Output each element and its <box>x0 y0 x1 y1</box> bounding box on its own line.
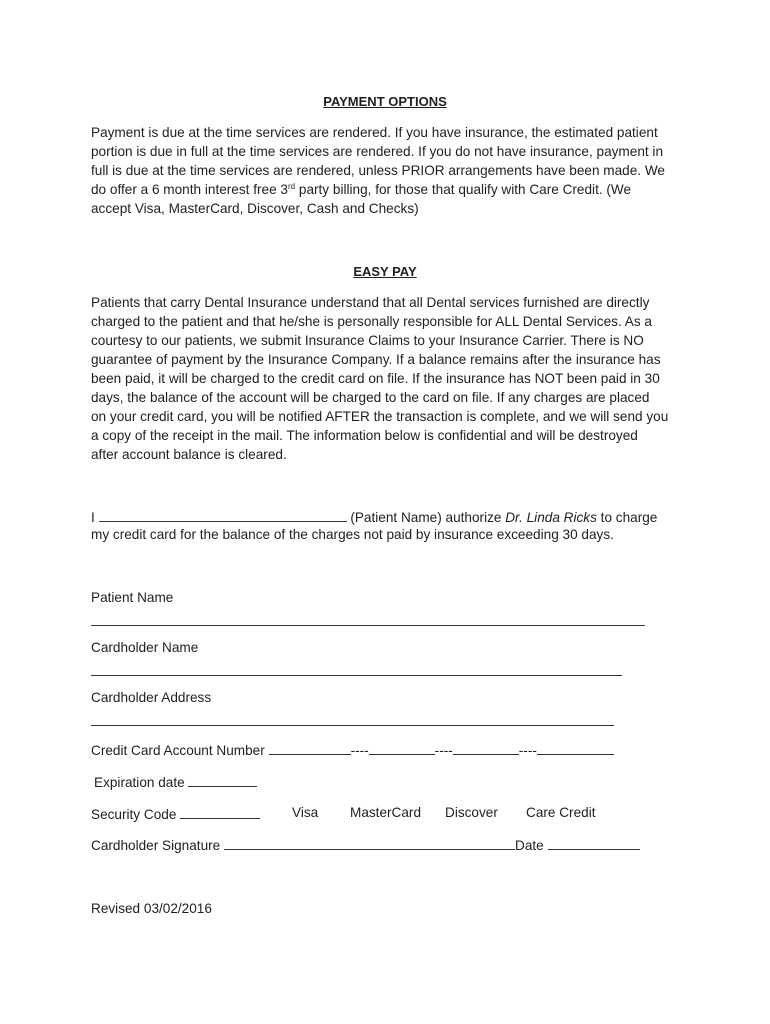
authorization-line-2: my credit card for the balance of the charges not paid by insurance exceeding 30 days. <box>91 527 614 542</box>
card-type-visa[interactable]: Visa <box>292 805 319 820</box>
paragraph-line: charged to the patient and that he/she is personally responsible for ALL Dental Services. As a <box>91 314 652 329</box>
paragraph-line: portion is due in full at the time services are rendered. If you do not have insurance, payment in <box>91 144 664 159</box>
auth-suffix: to charge <box>596 510 658 525</box>
signature-label: Cardholder Signature <box>91 838 221 853</box>
paragraph-line: on your credit card, you will be notified AFTER the transaction is complete, and we will send you <box>91 409 669 424</box>
paragraph-line: after account balance is cleared. <box>91 447 287 462</box>
security-code-row <box>91 805 260 822</box>
paragraph-line: guarantee of payment by the Insurance Company. If a balance remains after the insurance has <box>91 352 661 367</box>
line-text: party billing, for those that qualify with Care Credit. (We <box>295 182 632 197</box>
paragraph-line <box>91 180 691 199</box>
payment-options-heading: PAYMENT OPTIONS <box>323 94 447 109</box>
signature-row <box>91 836 640 853</box>
cc-separator: ---- <box>434 743 453 758</box>
date-label: Date <box>515 838 544 853</box>
cc-number-field-1[interactable] <box>269 741 351 755</box>
expiration-field[interactable] <box>188 773 257 787</box>
paragraph-line: accept Visa, MasterCard, Discover, Cash and Checks) <box>91 201 419 216</box>
cardholder-name-label: Cardholder Name <box>91 640 199 655</box>
security-code-label: Security Code <box>91 807 177 822</box>
signature-field[interactable] <box>224 836 515 850</box>
auth-middle: (Patient Name) authorize <box>346 510 506 525</box>
payment-options-paragraph <box>91 123 691 218</box>
paragraph-line: Patients that carry Dental Insurance understand that all Dental services furnished are directly <box>91 295 650 310</box>
cc-number-label: Credit Card Account Number <box>91 743 265 758</box>
auth-prefix: I <box>91 510 99 525</box>
cc-separator: ---- <box>350 743 369 758</box>
patient-name-label: Patient Name <box>91 590 174 605</box>
paragraph-line: Payment is due at the time services are rendered. If you have insurance, the estimated patient <box>91 125 658 140</box>
paragraph-line: days, the balance of the account will be charged to the card on file. If any charges are placed <box>91 390 650 405</box>
expiration-label: Expiration date <box>94 775 185 790</box>
paragraph-line: a copy of the receipt in the mail. The information below is confidential and will be destroyed <box>91 428 638 443</box>
paragraph-line: been paid, it will be charged to the credit card on file. If the insurance has NOT been paid in 30 <box>91 371 660 386</box>
card-type-mastercard[interactable]: MasterCard <box>350 805 422 820</box>
authorization-line <box>91 508 657 525</box>
cc-separator: ---- <box>518 743 537 758</box>
cardholder-address-field[interactable] <box>91 724 614 726</box>
cc-number-field-4[interactable] <box>537 741 614 755</box>
expiration-row <box>94 773 257 790</box>
patient-name-field[interactable] <box>91 624 645 626</box>
paragraph-line: full is due at the time services are rendered, unless PRIOR arrangements have been made. We <box>91 163 665 178</box>
easy-pay-heading: EASY PAY <box>353 264 417 279</box>
easy-pay-paragraph <box>91 293 691 464</box>
cc-number-field-2[interactable] <box>369 741 435 755</box>
cardholder-address-label: Cardholder Address <box>91 690 212 705</box>
ordinal-suffix: rd <box>287 182 296 191</box>
security-code-field[interactable] <box>180 805 260 819</box>
card-type-care-credit[interactable]: Care Credit <box>526 805 596 820</box>
date-field[interactable] <box>548 836 640 850</box>
doctor-name: Dr. Linda Ricks <box>505 510 597 525</box>
paragraph-line: courtesy to our patients, we submit Insurance Claims to your Insurance Carrier. There is NO <box>91 333 644 348</box>
patient-name-authorize-field[interactable] <box>99 508 347 522</box>
revised-date: Revised 03/02/2016 <box>91 901 212 916</box>
cc-number-field-3[interactable] <box>453 741 519 755</box>
cardholder-name-field[interactable] <box>91 674 622 676</box>
line-text: do offer a 6 month interest free 3 <box>91 182 288 197</box>
cc-number-row <box>91 741 614 758</box>
card-type-discover[interactable]: Discover <box>445 805 498 820</box>
